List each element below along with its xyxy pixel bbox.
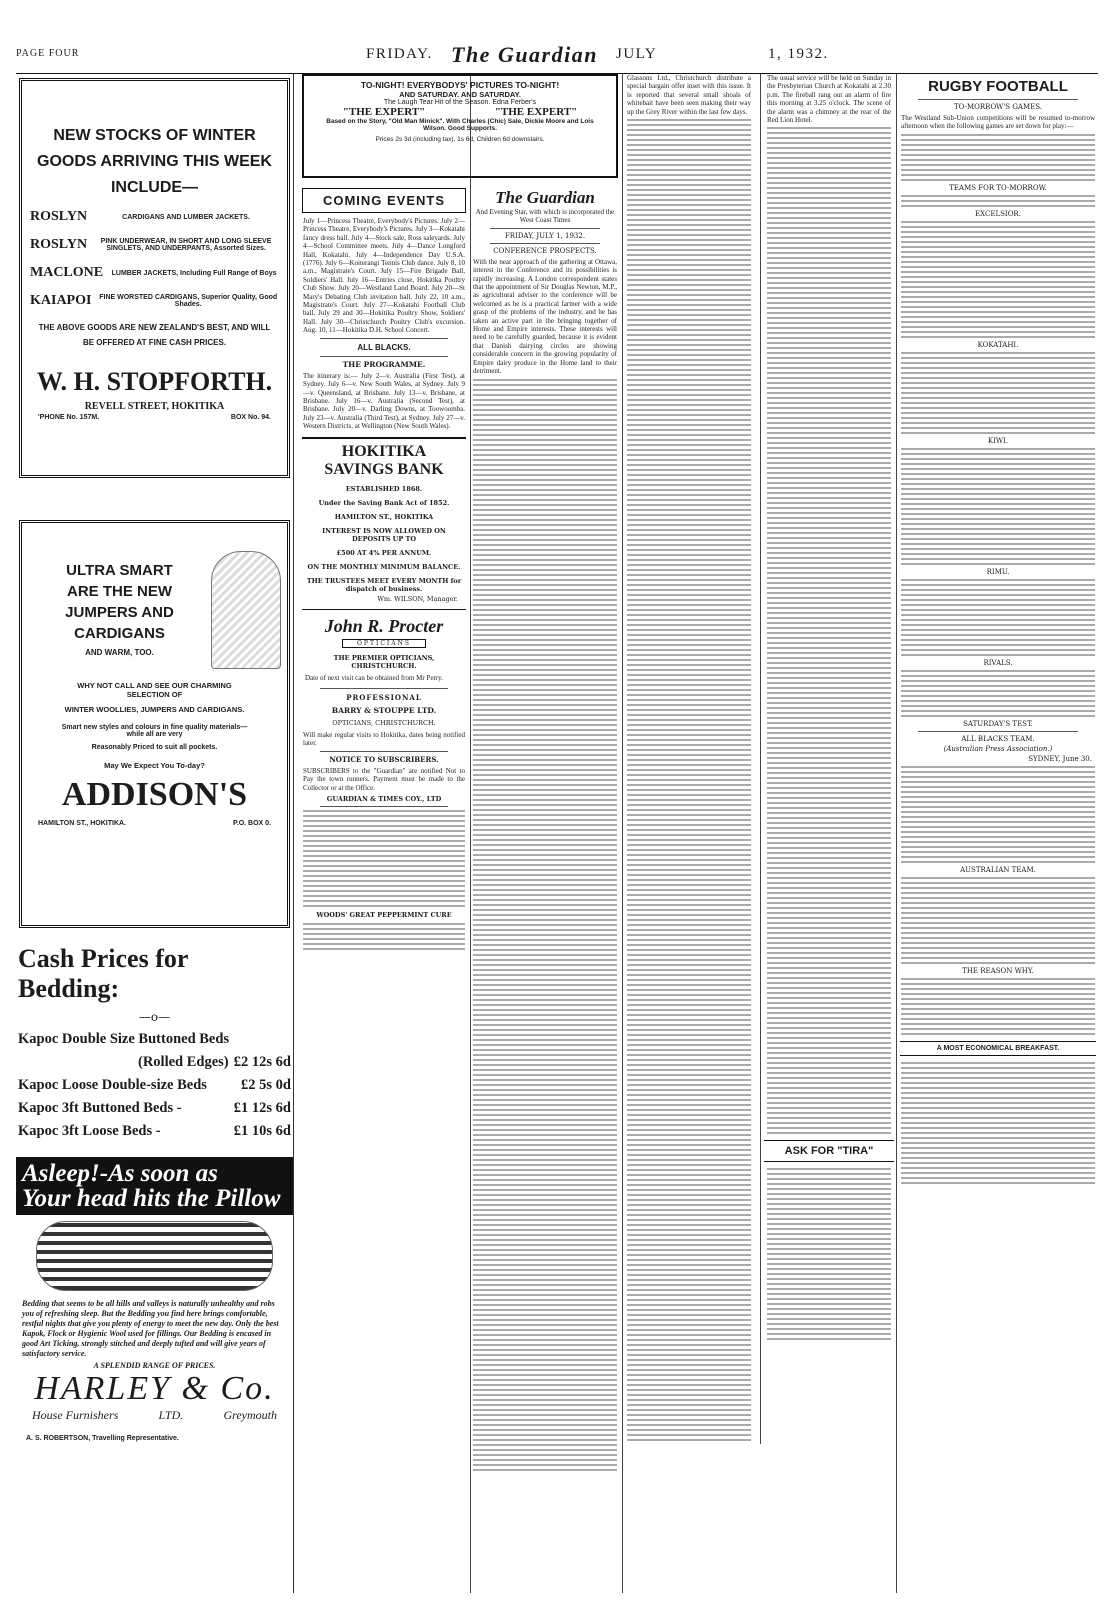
page-header bbox=[16, 40, 1098, 74]
banner-line: Asleep!-As soon as bbox=[22, 1160, 218, 1187]
brand-description: PINK UNDERWEAR, IN SHORT AND LONG SLEEVE SINGLETS, AND UNDERPANTS, Assorted Sizes. bbox=[100, 238, 272, 252]
column-3 bbox=[470, 188, 620, 1593]
addison-address: HAMILTON ST., HOKITIKA. bbox=[38, 820, 127, 827]
stopforth-advert bbox=[19, 78, 290, 478]
breakfast-text bbox=[901, 1062, 1095, 1184]
asleep-banner bbox=[16, 1157, 293, 1215]
bank-trustees: THE TRUSTEES MEET EVERY MONTH for dispatch of business. bbox=[306, 576, 462, 593]
bedding-item: (Rolled Edges) bbox=[138, 1054, 229, 1070]
advert-headline: CARDIGANS bbox=[74, 624, 165, 642]
team-heading: KOKATAHI. bbox=[977, 340, 1019, 349]
section-subheading: TEAMS FOR TO-MORROW. bbox=[949, 183, 1047, 192]
harley-sub: LTD. bbox=[158, 1408, 184, 1422]
bank-signature: Wm. WILSON, Manager. bbox=[377, 594, 458, 603]
section-subheading: AUSTRALIAN TEAM. bbox=[960, 865, 1036, 874]
barry-text: Will make regular visits to Hokitika, dates being notified later. bbox=[303, 730, 465, 748]
team-heading: EXCELSIOR. bbox=[975, 209, 1021, 218]
bank-rate: £500 AT 4% PER ANNUM. bbox=[336, 548, 432, 557]
section-subheading: SATURDAY'S TEST. bbox=[963, 719, 1033, 728]
notice-heading: NOTICE TO SUBSCRIBERS. bbox=[329, 754, 439, 764]
bank-advert bbox=[302, 437, 466, 603]
brand-description: FINE WORSTED CARDIGANS, Superior Quality, Good Shades. bbox=[99, 294, 278, 308]
team-heading: RIVALS. bbox=[983, 658, 1013, 667]
bedding-text: Bedding that seems to be all hills and valleys is naturally unhealthy and robs you of refreshing sleep. But the Bedding you find here brings comfortable, restful nights that give you plenty of energy to meet the new day. Only the best Kapok, Flock or Hygienic Wool used for fillings. Our Bedding is encased in good Art Ticking, strongly stitched and deeply tufted and will give years of satisfactory service. bbox=[22, 1299, 279, 1358]
stopforth-item bbox=[30, 209, 279, 225]
bedding-item: Kapoc 3ft Loose Beds - bbox=[18, 1123, 161, 1139]
pictures-tagline: The Laugh Tear Hit of the Season. Edna Ferber's bbox=[383, 99, 537, 106]
advert-headline: ARE THE NEW bbox=[67, 582, 172, 600]
stopforth-item bbox=[30, 293, 279, 309]
coming-events-box bbox=[302, 188, 466, 213]
stopforth-item bbox=[30, 265, 279, 281]
stopforth-phone: 'PHONE No. 157M. bbox=[38, 414, 100, 421]
editorial-text: With the near approach of the gathering at Ottawa, interest in the Conference and its possibilities is rapidly increasing. A London correspondent states that the appointment of Sir Douglas Newton, M.P., as agricultural adviser to the conference will be welcomed as he is a practical farmer with a wide grasp of the problems of the industry, and he has taken an active part in the bringing together of Home and Empire interests. These interests will need to be carefully guarded, because it is evident that Danish dairying circles are showing considerable concern in the growing popularity of Empire dairy produce in the Home land to their detriment. bbox=[473, 257, 617, 376]
advert-text: WHY NOT CALL AND SEE OUR CHARMING SELECTION OF bbox=[77, 681, 232, 699]
bedding-price: £1 12s 6d bbox=[233, 1100, 291, 1116]
tira-text bbox=[767, 1168, 891, 1340]
editorial-text-continued bbox=[473, 379, 617, 1471]
advert-text: May We Expect You To-day? bbox=[104, 761, 205, 770]
stopforth-name: W. H. STOPFORTH. bbox=[36, 367, 273, 396]
brand-name: ROSLYN bbox=[30, 237, 88, 252]
bedding-price-row bbox=[16, 1051, 293, 1074]
bedding-price-row bbox=[16, 1120, 293, 1143]
column-2 bbox=[300, 188, 468, 1593]
bedding-price-row bbox=[16, 1028, 293, 1051]
brand-name: ROSLYN bbox=[30, 209, 88, 224]
rugby-text bbox=[901, 195, 1095, 207]
bank-established: ESTABLISHED 1868. bbox=[345, 484, 423, 493]
coming-events-heading: COMING EVENTS bbox=[322, 193, 446, 208]
section-subheading: THE REASON WHY. bbox=[962, 966, 1034, 975]
rugby-text bbox=[901, 978, 1095, 1035]
procter-sub: OPTICIANS bbox=[342, 639, 426, 648]
advert-text: Reasonably Priced to suit all pockets. bbox=[91, 744, 218, 751]
rugby-intro: The Westland Sub-Union competitions will be resumed to-morrow afternoon when the following games are set down for play:— bbox=[901, 114, 1095, 131]
rugby-text bbox=[901, 221, 1095, 338]
column-5 bbox=[898, 74, 1098, 1593]
news-text-block bbox=[303, 810, 465, 907]
section-subheading: TO-MORROW'S GAMES. bbox=[953, 103, 1043, 111]
header-month: JULY bbox=[616, 46, 658, 62]
section-heading: ALL BLACKS. bbox=[357, 342, 411, 352]
harley-sub: House Furnishers bbox=[32, 1408, 119, 1422]
rugby-text bbox=[901, 448, 1095, 565]
bank-interest: INTEREST IS NOW ALLOWED ON DEPOSITS UP TO bbox=[322, 526, 446, 543]
local-news-text: Glassons Ltd., Christchurch distribute a special bargain offer inset with this issue. It is reported that several small shoals of whitebait have been seen making their way up the Grey River within the last few days. bbox=[627, 74, 751, 116]
stopforth-box: BOX No. 94. bbox=[230, 414, 271, 421]
notice-text: SUBSCRIBERS to the "Guardian" are notified Not to Pay the town runners. Payment must be made to the Collector or at the Office. bbox=[303, 766, 465, 792]
section-heading: PROFESSIONAL bbox=[346, 692, 422, 702]
rugby-heading: RUGBY FOOTBALL bbox=[928, 78, 1068, 95]
all-blacks-itinerary: The itinerary is:— July 2—v. Australia (First Test), at Sydney. July 6—v. New South Wales, at Sydney. July 9—v. Queensland, at Brisbane. July 13—v. Brisbane, at Brisbane. July 16—v. Australia (Second Test), at Brisbane. July 20—v. Darling Downs, at Toowoomba. July 23—v. Australia (Third Test), at Sydney. July 27—v. Western Districts, at Wellington (New South Wales). bbox=[303, 371, 465, 431]
addison-advert bbox=[19, 520, 290, 928]
rugby-text bbox=[901, 579, 1095, 656]
addison-box: P.O. BOX 0. bbox=[233, 820, 271, 827]
bedding-item: Kapoc Double Size Buttoned Beds bbox=[18, 1031, 230, 1047]
press-association: (Australian Press Association.) bbox=[943, 744, 1053, 753]
editorial-subtitle: And Evening Star, with which is incorporated the West Coast Times bbox=[475, 208, 615, 225]
column-rule bbox=[896, 74, 897, 1593]
bedding-item: Kapoc 3ft Buttoned Beds - bbox=[18, 1100, 182, 1116]
brand-name: MACLONE bbox=[30, 265, 104, 280]
section-subheading: ALL BLACKS TEAM. bbox=[961, 734, 1035, 743]
advert-subline: AND WARM, TOO. bbox=[85, 647, 154, 657]
local-news-text-continued bbox=[767, 127, 891, 1134]
advert-headline: ULTRA SMART bbox=[66, 561, 173, 579]
header-date: 1, 1932. bbox=[768, 46, 829, 62]
pictures-details: Based on the Story, "Old Man Minick". With Charles (Chic) Sale, Dickie Moore and Lois Wilson. Good Supports. bbox=[326, 118, 594, 132]
rugby-text bbox=[901, 766, 1095, 863]
advert-text: WINTER WOOLLIES, JUMPERS AND CARDIGANS. bbox=[64, 705, 245, 714]
local-news-text-continued bbox=[627, 119, 751, 1441]
stopforth-address: REVELL STREET, HOKITIKA bbox=[84, 401, 225, 412]
divider-ornament: —o— bbox=[138, 1010, 171, 1024]
column-4 bbox=[624, 74, 894, 1593]
advert-headline: INCLUDE— bbox=[110, 179, 199, 196]
woods-heading: WOODS' GREAT PEPPERMINT CURE bbox=[316, 910, 452, 919]
procter-advert bbox=[302, 609, 466, 682]
news-text-block bbox=[303, 923, 465, 950]
bedding-price: £1 10s 6d bbox=[233, 1123, 291, 1139]
header-day: FRIDAY. bbox=[366, 46, 433, 62]
harley-representative: A. S. ROBERTSON, Travelling Representative. bbox=[26, 1435, 179, 1442]
procter-line: Date of next visit can be obtained from Mr Perry. bbox=[305, 673, 443, 682]
advert-headline: JUMPERS AND bbox=[65, 603, 174, 621]
brand-description: CARDIGANS AND LUMBER JACKETS. bbox=[122, 213, 250, 221]
advert-headline: NEW STOCKS OF WINTER bbox=[53, 127, 256, 144]
harley-name: HARLEY & Co. bbox=[34, 1370, 275, 1407]
team-heading: KIWI. bbox=[987, 436, 1009, 445]
tira-heading: ASK FOR "TIRA" bbox=[784, 1145, 874, 1158]
tira-box bbox=[764, 1140, 894, 1162]
editorial-headline: CONFERENCE PROSPECTS. bbox=[493, 246, 597, 255]
paper-title: The Guardian bbox=[451, 42, 598, 67]
rugby-text bbox=[901, 877, 1095, 964]
coming-events-list: July 1—Princess Theatre, Everybody's Pictures. July 2—Princess Theatre, Everybody's Pictures. July 3—Kokatahi fancy dress ball. July 4—Stock sale, Ross saleyards. July 4—School Committee meets. July 4—Dance Longford Hall, Kokatahi. July 4—Independence Day U.S.A. (1776). July 6—Koiterangi Tennis Club dance. July 8, 10 a.m., Magistrate's Court. July 15—Fire Brigade Ball, Soldiers' Hall. July 16—Entries close, Hokitika Poultry Club Show. July 20—Westland Land Board. July 20—St Mary's Debating Club invitation ball. July 22, 10 a.m., Magistrate's Court. July 27—Kokatahi Football Club ball. July 29 and 30—Hokitika Poultry Show, Soldiers' Hall. July 30—Christchurch Poultry Club's excursion. Aug. 10, 11—Hokitika D.H. School Concert. bbox=[303, 217, 465, 335]
advert-headline: GOODS ARRIVING THIS WEEK bbox=[37, 153, 272, 170]
column-rule bbox=[622, 74, 623, 1593]
page-number: PAGE FOUR bbox=[16, 48, 80, 59]
bedding-price: £2 12s 6d bbox=[233, 1054, 291, 1070]
addison-name: ADDISON'S bbox=[61, 776, 248, 813]
rugby-text bbox=[901, 670, 1095, 717]
pictures-days: AND SATURDAY. AND SATURDAY. bbox=[399, 90, 521, 99]
editorial-date: FRIDAY, JULY 1, 1932. bbox=[504, 231, 586, 240]
pictures-headline: TO-NIGHT! EVERYBODYS' PICTURES TO-NIGHT! bbox=[360, 80, 560, 90]
brand-description: LUMBER JACKETS, Including Full Range of Boys bbox=[111, 269, 277, 277]
rugby-text bbox=[901, 352, 1095, 434]
bedding-item: Kapoc Loose Double-size Beds bbox=[18, 1077, 207, 1093]
column-1 bbox=[16, 74, 294, 1593]
film-title: "THE EXPERT" bbox=[494, 106, 578, 118]
bedding-price-list bbox=[16, 1028, 293, 1143]
bedding-price-row bbox=[16, 1074, 293, 1097]
rugby-text bbox=[901, 134, 1095, 181]
editorial-masthead: The Guardian bbox=[495, 188, 595, 207]
bank-balance: ON THE MONTHLY MINIMUM BALANCE. bbox=[307, 562, 461, 571]
pictures-advert bbox=[302, 74, 618, 178]
bank-name: HOKITIKA bbox=[341, 442, 427, 460]
procter-logo: John R. Procter bbox=[324, 615, 444, 636]
bank-address: HAMILTON ST., HOKITIKA bbox=[334, 512, 434, 521]
breakfast-heading: A MOST ECONOMICAL BREAKFAST. bbox=[936, 1044, 1060, 1052]
notice-signature: GUARDIAN & TIMES COY., LTD bbox=[326, 794, 442, 803]
section-subheading: THE PROGRAMME. bbox=[342, 359, 426, 369]
procter-line: THE PREMIER OPTICIANS, CHRISTCHURCH. bbox=[333, 653, 435, 670]
bedding-price: £2 5s 0d bbox=[241, 1077, 291, 1093]
bedding-price-row bbox=[16, 1097, 293, 1120]
advert-text: Smart new styles and colours in fine quality materials—while all are very bbox=[61, 724, 248, 738]
bedding-title: Cash Prices for Bedding: bbox=[18, 944, 188, 1003]
fashion-figure-illustration bbox=[211, 551, 281, 669]
pillow-illustration bbox=[36, 1221, 273, 1291]
advert-note: BE OFFERED AT FINE CASH PRICES. bbox=[82, 338, 227, 347]
stopforth-item-list bbox=[28, 209, 281, 309]
harley-sub: Greymouth bbox=[223, 1408, 277, 1422]
barry-sub: OPTICIANS, CHRISTCHURCH. bbox=[332, 718, 436, 727]
banner-line: Your head hits the Pillow bbox=[22, 1185, 281, 1212]
stopforth-item bbox=[30, 237, 279, 253]
film-title: "THE EXPERT" bbox=[342, 106, 426, 118]
local-news-text: The usual service will be held on Sunday in the Presbyterian Church at Kokatahi at 2.30 p.m. The fireball rang out an alarm of fire this morning at 3.25 o'clock. The scene of the alarm was a chimney at the rear of the Red Lion Hotel. bbox=[767, 74, 891, 125]
dateline: SYDNEY, June 30. bbox=[1028, 754, 1092, 763]
bank-act: Under the Saving Bank Act of 1852. bbox=[318, 498, 450, 507]
brand-name: KAIAPOI bbox=[30, 293, 92, 308]
pictures-prices: Prices 2s 3d (including tax), 1s 6d, Children 6d downstairs. bbox=[375, 136, 545, 143]
bedding-range: A SPLENDID RANGE OF PRICES. bbox=[93, 1361, 216, 1370]
barry-name: BARRY & STOUPPE LTD. bbox=[331, 705, 437, 715]
advert-note: THE ABOVE GOODS ARE NEW ZEALAND'S BEST, AND WILL bbox=[38, 323, 271, 332]
bank-name: SAVINGS BANK bbox=[324, 460, 444, 478]
harley-advert bbox=[16, 940, 293, 1442]
team-heading: RIMU. bbox=[986, 567, 1010, 576]
